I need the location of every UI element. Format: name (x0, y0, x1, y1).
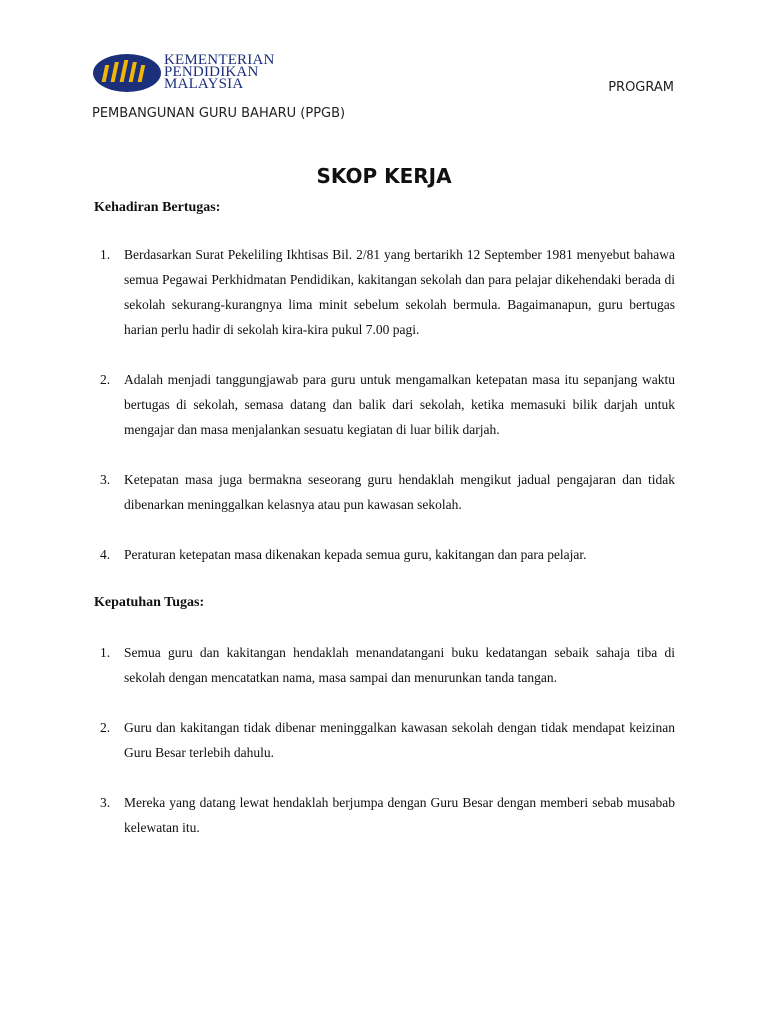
logo-line-1: KEMENTERIAN (164, 52, 275, 68)
list-kehadiran (94, 242, 675, 567)
list-item (94, 790, 675, 840)
list-item-number: 3. (100, 795, 111, 810)
list-item (94, 467, 675, 517)
list-item-text: Adalah menjadi tanggungjawab para guru untuk mengamalkan ketepatan masa itu sepanjang waktu bertugas di sekolah, semasa datang dan balik dari sekolah, ketika memasuki bilik darjah untuk mengajar dan masa menjalankan sesuatu kegiatan di luar bilik darjah. (124, 372, 675, 437)
page-title: SKOP KERJA (316, 164, 452, 188)
section-heading-kepatuhan: Kepatuhan Tugas: (94, 595, 205, 610)
list-item (94, 542, 675, 567)
list-item (94, 242, 675, 342)
list-item-text: Semua guru dan kakitangan hendaklah menandatangani buku kedatangan sebaik sahaja tiba di sekolah dengan mencatatkan nama, masa sampai dan menurunkan tanda tangan. (124, 645, 675, 685)
list-item-number: 1. (100, 247, 111, 262)
program-subtitle: PEMBANGUNAN GURU BAHARU (PPGB) (92, 106, 346, 121)
list-kepatuhan (94, 640, 675, 840)
ministry-emblem-icon (92, 52, 162, 94)
list-item-number: 2. (100, 372, 111, 387)
section-heading-kehadiran: Kehadiran Bertugas: (94, 200, 221, 215)
document-body (94, 197, 675, 840)
list-item-number: 4. (100, 547, 111, 562)
list-item-text: Ketepatan masa juga bermakna seseorang guru hendaklah mengikut jadual pengajaran dan tidak dibenarkan meninggalkan kelasnya atau pun kawasan sekolah. (124, 472, 675, 512)
logo-line-3: MALAYSIA (164, 76, 244, 92)
list-item-text: Peraturan ketepatan masa dikenakan kepada semua guru, kakitangan dan para pelajar. (124, 547, 587, 562)
list-item (94, 640, 675, 690)
program-label: PROGRAM (608, 80, 674, 95)
list-item-number: 3. (100, 472, 111, 487)
list-item-text: Berdasarkan Surat Pekeliling Ikhtisas Bil. 2/81 yang bertarikh 12 September 1981 menyebut bahawa semua Pegawai Perkhidmatan Pendidikan, kakitangan sekolah dan para pelajar dikehendaki berada di sekolah sekurang-kurangnya lima minit sebelum sekolah bermula. Bagaimanapun, guru bertugas harian perlu hadir di sekolah kira-kira pukul 7.00 pagi. (124, 247, 675, 337)
ministry-logo (92, 52, 302, 94)
list-item (94, 715, 675, 765)
logo-line-2: PENDIDIKAN (164, 64, 259, 80)
list-item (94, 367, 675, 442)
list-item-number: 2. (100, 720, 111, 735)
list-item-text: Guru dan kakitangan tidak dibenar meninggalkan kawasan sekolah dengan tidak mendapat keizinan Guru Besar terlebih dahulu. (124, 720, 675, 760)
list-item-text: Mereka yang datang lewat hendaklah berjumpa dengan Guru Besar dengan memberi sebab musabab kelewatan itu. (124, 795, 675, 835)
list-item-number: 1. (100, 645, 111, 660)
